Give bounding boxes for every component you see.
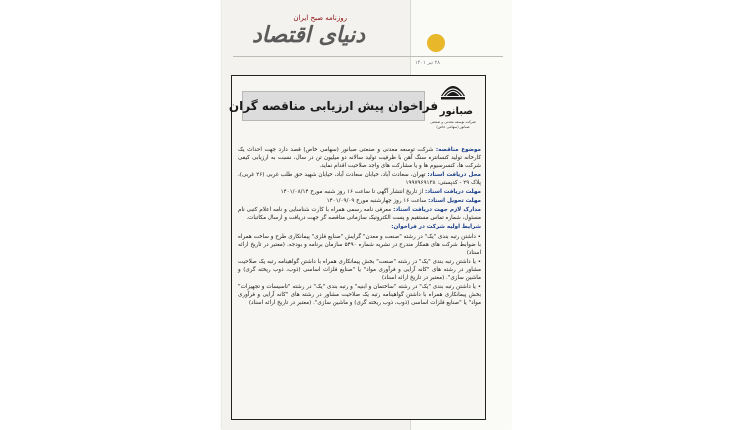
deadline-deliver-label: مهلت تحویل اسناد: bbox=[428, 198, 481, 204]
subject-label: موضوع مناقصه: bbox=[435, 147, 482, 153]
place-text: تهران، سعادت آباد، خیابان سعادت آباد، خیابان شهید حق طلب غربی (۲۶ غربی)، پلاک ۲۹ - کدپستی: ۱۹۹۷۹۶۹۱۳۸ bbox=[238, 172, 481, 186]
docs-paragraph bbox=[238, 206, 481, 222]
place-paragraph bbox=[238, 171, 481, 187]
conditions-title: شرایط اولیه شرکت در فراخوان: bbox=[391, 224, 481, 230]
page-runner: ۲۸ تیر ۱۴۰۱ bbox=[415, 60, 440, 66]
company-logo bbox=[427, 82, 479, 138]
deadline-receive-label: مهلت دریافت اسناد: bbox=[424, 189, 481, 195]
deadline-deliver-text: ساعت ۱۶ روز چهارشنبه مورخ ۱۴۰۱/۰۹/۰۹ bbox=[326, 198, 427, 204]
condition-item: • یا داشتن رتبه بندی "یک" در رشته "صنعت" بخش پیمانکاری همراه با داشتن گواهینامه رتبه یک صلاحیت مشاور در رشته های "کانه آرایی و فرآوری مواد" یا "صنایع فلزات اساسی (ذوب، ذوب ریخته گری) و ماشین سازی". (معتبر در تاریخ ارائه اسناد) bbox=[238, 259, 481, 281]
masthead-circle-icon bbox=[427, 34, 445, 52]
deadline-deliver-paragraph bbox=[238, 197, 481, 205]
notice-body bbox=[238, 146, 481, 308]
place-label: محل دریافت اسناد: bbox=[427, 172, 482, 178]
condition-item: • داشتن رتبه بندی "یک" در رشته "صنعت و معدن" گرایش "صنایع فلزی" پیمانکاری طرح و ساخت همراه با ضوابط شرکت های همکار مندرج در نشریه شماره ۵۴۹۰ سازمان برنامه و بودجه. (معتبر در تاریخ ارائه اسناد) bbox=[238, 234, 481, 256]
condition-item: • یا داشتن رتبه بندی "یک" در رشته "ساختمان و ابنیه" و رتبه بندی "یک" در رشته "تاسیسات و تجهیزات" بخش پیمانکاری همراه با داشتن گواهینامه رتبه یک صلاحیت مشاور در رشته های "کانه آرایی و فرآوری مواد" یا "صنایع فلزات اساسی (ذوب، ذوب ریخته گری) و ماشین سازی". (معتبر در تاریخ ارائه اسناد) bbox=[238, 284, 481, 306]
subject-text: شرکت توسعه معدنی و صنعتی صبانور (سهامی خاص) قصد دارد جهت احداث یک کارخانه تولید کنسانتره سنگ آهن با ظرفیت تولید سالانه دو میلیون تن در سال، نسبت به ارزیابی کیفی شرکت ها، کنسرسیوم ها و یا مشارکت های واجد صلاحیت اقدام نماید. bbox=[238, 147, 481, 169]
deadline-receive-text: از تاریخ انتشار آگهی تا ساعت ۱۶ روز شنبه مورخ ۱۴۰۱/۰۸/۱۴ bbox=[280, 189, 424, 195]
masthead-subtitle: روزنامه صبح ایران bbox=[293, 14, 347, 22]
logo-name: صبانور bbox=[439, 106, 473, 117]
docs-text: معرفی نامه رسمی همراه با کارت شناسایی و نامه اعلام کتبی نام مسئول، شماره تماس مستقیم و پست الکترونیک سازمانی مناقصه گر جهت دریافت و ارسال مکاتبات. bbox=[238, 207, 481, 221]
docs-label: مدارک لازم جهت دریافت اسناد: bbox=[393, 207, 481, 213]
logo-mark-icon bbox=[439, 82, 467, 104]
deadline-receive-paragraph bbox=[238, 188, 481, 196]
logo-subtitle: شرکت توسعه معدنی و صنعتی صبانور (سهامی خاص) bbox=[430, 120, 476, 129]
notice-title: فراخوان پیش ارزیابی مناقصه گران bbox=[228, 99, 439, 113]
notice-header bbox=[228, 76, 485, 142]
tender-notice bbox=[228, 75, 486, 420]
subject-paragraph bbox=[238, 146, 481, 170]
masthead-title: دنیای اقتصاد bbox=[252, 22, 365, 48]
masthead-divider bbox=[233, 56, 503, 57]
notice-title-bar bbox=[228, 91, 439, 121]
newspaper-masthead bbox=[235, 4, 435, 60]
